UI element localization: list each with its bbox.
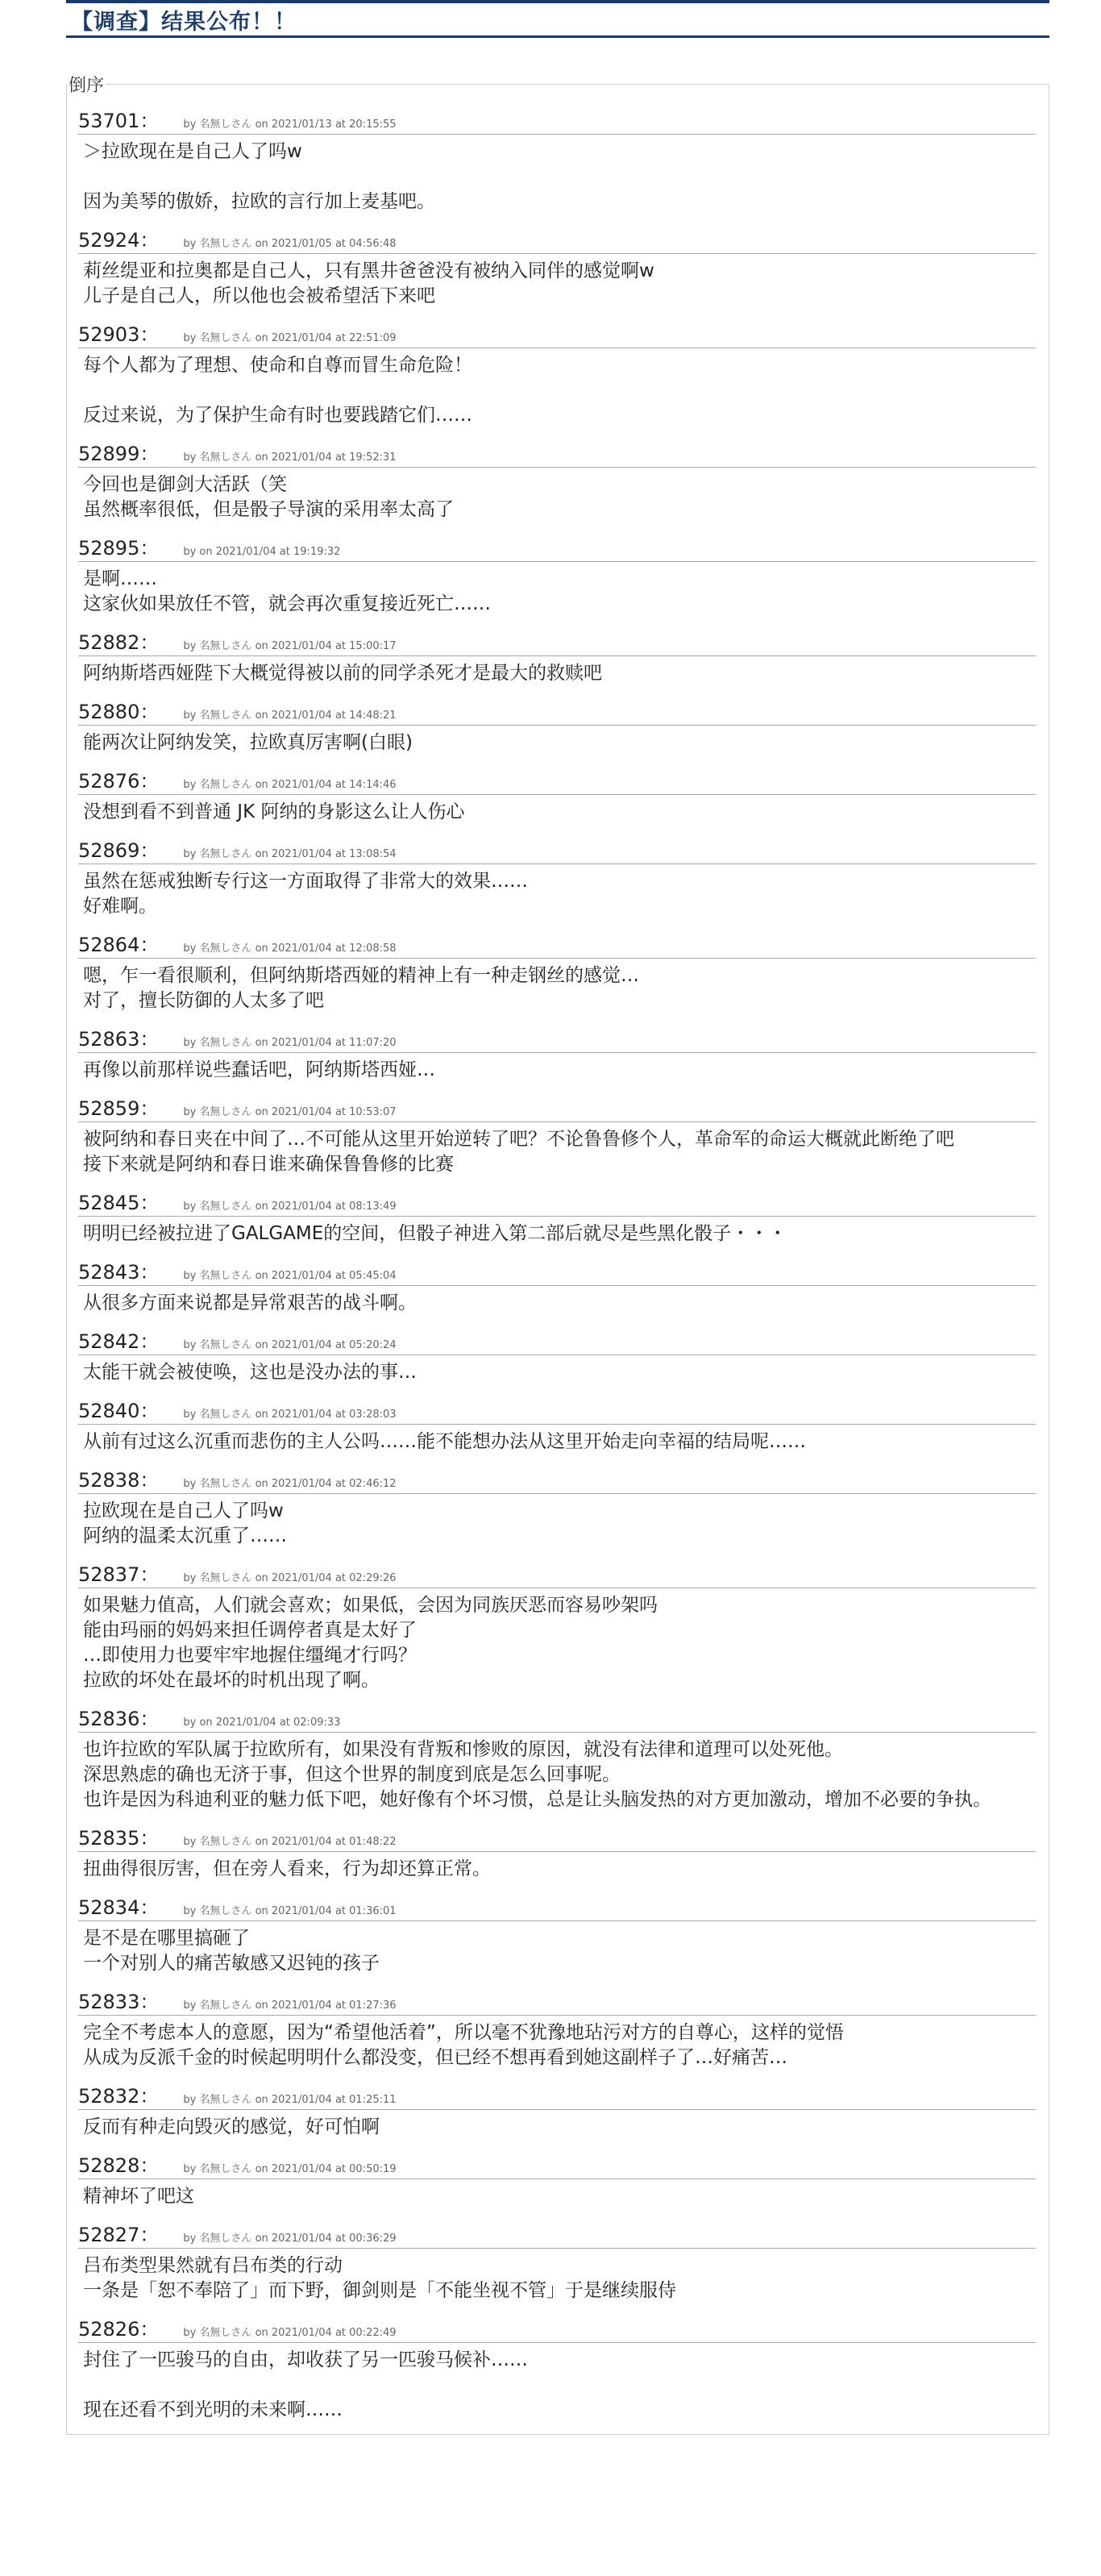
- comment-item: [78, 626, 1041, 686]
- comment-body: [78, 1122, 1041, 1177]
- comment-line: 太能干就会被使唤，这也是没办法的事…: [83, 1362, 417, 1383]
- comment-line: 没想到看不到普通 JK 阿纳的身影这么让人伤心: [83, 801, 465, 822]
- comment-body: [78, 2016, 1041, 2070]
- comment-line: 也许拉欧的军队属于拉欧所有，如果没有背叛和惨败的原因，就没有法律和道理可以处死他。: [83, 1739, 843, 1760]
- comment-header: [78, 834, 1036, 864]
- comment-id: 52863: [78, 1028, 140, 1051]
- comment-item: [78, 1891, 1041, 1976]
- comment-header: [78, 1464, 1036, 1494]
- comment-body: [78, 656, 1041, 686]
- comment-line: 现在还看不到光明的未来啊……: [83, 2399, 343, 2420]
- comment-item: [78, 1822, 1041, 1882]
- comment-id-colon: ：: [139, 2154, 160, 2177]
- comment-line: 也许是因为科迪利亚的魅力低下吧，她好像有个坏习惯，总是让头脑发热的对方更加激动，增加不必要的争执。: [83, 1789, 991, 1810]
- comment-id: 52859: [78, 1097, 140, 1120]
- comment-id: 52869: [78, 839, 140, 862]
- comment-id: 52882: [78, 631, 140, 654]
- comment-id-colon: ：: [139, 1991, 160, 2013]
- comment-meta: by 名無しさん on 2021/01/04 at 12:08:58: [183, 943, 397, 955]
- comment-id-colon: ：: [139, 443, 160, 465]
- comment-body: [78, 2179, 1041, 2209]
- comment-item: [78, 1703, 1041, 1812]
- comment-line: 每个人都为了理想、使命和自尊而冒生命危险！: [83, 355, 472, 376]
- comment-meta: by 名無しさん on 2021/01/05 at 04:56:48: [183, 238, 397, 250]
- comment-meta: by 名無しさん on 2021/01/04 at 02:29:26: [183, 1572, 397, 1584]
- comment-body: [78, 254, 1041, 309]
- comment-id-colon: ：: [139, 770, 160, 793]
- comment-id: 52826: [78, 2318, 140, 2341]
- comment-header: [78, 2149, 1036, 2179]
- comment-id-colon: ：: [139, 1469, 160, 1492]
- comment-header: [78, 105, 1036, 135]
- comment-item: [78, 318, 1041, 428]
- comment-line: 能由玛丽的妈妈来担任调停者真是太好了: [83, 1620, 417, 1641]
- comment-body: [78, 135, 1041, 214]
- comment-item: [78, 1464, 1041, 1549]
- comment-meta: by 名無しさん on 2021/01/04 at 01:25:11: [183, 2094, 397, 2106]
- comment-id-colon: ：: [139, 537, 160, 560]
- comment-line: 反过来说，为了保护生命有时也要践踏它们……: [83, 405, 472, 426]
- comment-line: 如果魅力值高，人们就会喜欢；如果低，会因为同族厌恶而容易吵架吗: [83, 1595, 658, 1616]
- comment-body: [78, 2343, 1041, 2423]
- comment-header: [78, 765, 1036, 795]
- comment-header: [78, 2080, 1036, 2110]
- comment-item: [78, 1023, 1041, 1083]
- comment-meta: by 名無しさん on 2021/01/04 at 14:48:21: [183, 710, 397, 722]
- comment-body: [78, 1425, 1041, 1454]
- comment-id-colon: ：: [139, 229, 160, 252]
- comment-body: [78, 1494, 1041, 1549]
- comment-header: [78, 438, 1036, 468]
- comment-item: [78, 1325, 1041, 1385]
- comment-header: [78, 1395, 1036, 1425]
- comment-id: 52827: [78, 2224, 140, 2246]
- comment-body: [78, 562, 1041, 617]
- comment-line: [83, 2373, 1041, 2398]
- comment-id: 52924: [78, 229, 140, 252]
- comment-body: [78, 864, 1041, 919]
- comment-line: 一条是「恕不奉陪了」而下野，御剑则是「不能坐视不管」于是继续服侍: [83, 2280, 676, 2301]
- comment-id-colon: ：: [139, 839, 160, 862]
- comment-line: 精神坏了吧这: [83, 2186, 194, 2207]
- comment-header: [78, 1023, 1036, 1053]
- comment-body: [78, 1852, 1041, 1882]
- comment-id: 52843: [78, 1261, 140, 1284]
- comment-item: [78, 1092, 1041, 1177]
- comment-item: [78, 2219, 1041, 2303]
- comment-item: [78, 765, 1041, 825]
- comment-item: [78, 438, 1041, 522]
- comment-line: 扭曲得很厉害，但在旁人看来，行为却还算正常。: [83, 1858, 491, 1879]
- comment-container: [78, 105, 1041, 2423]
- comment-id: 52840: [78, 1400, 140, 1422]
- comment-line: 接下来就是阿纳和春日谁来确保鲁鲁修的比赛: [83, 1154, 454, 1175]
- comment-item: [78, 696, 1041, 755]
- comment-body: [78, 2249, 1041, 2303]
- comment-id-colon: ：: [139, 1192, 160, 1214]
- comment-id-colon: ：: [139, 323, 160, 346]
- comment-meta: by 名無しさん on 2021/01/13 at 20:15:55: [183, 119, 397, 131]
- comment-line: 拉欧的坏处在最坏的时机出现了啊。: [83, 1670, 380, 1691]
- comment-meta: by 名無しさん on 2021/01/04 at 00:36:29: [183, 2233, 397, 2245]
- comment-body: [78, 1217, 1041, 1246]
- comment-line: 是啊……: [83, 568, 157, 589]
- comment-id: 52876: [78, 770, 140, 793]
- comment-meta: by 名無しさん on 2021/01/04 at 03:28:03: [183, 1409, 397, 1421]
- comment-meta: by 名無しさん on 2021/01/04 at 05:20:24: [183, 1339, 397, 1351]
- comment-line: 封住了一匹骏马的自由，却收获了另一匹骏马候补……: [83, 2349, 528, 2370]
- comment-header: [78, 318, 1036, 348]
- comment-id-colon: ：: [139, 1708, 160, 1730]
- comment-id-colon: ：: [139, 1827, 160, 1850]
- comment-meta: by 名無しさん on 2021/01/04 at 15:00:17: [183, 640, 397, 652]
- comment-line: 对了，擅长防御的人太多了吧: [83, 990, 324, 1011]
- comment-line: ＞拉欧现在是自己人了吗w: [83, 141, 302, 162]
- comment-header: [78, 1256, 1036, 1286]
- comment-meta: by 名無しさん on 2021/01/04 at 00:50:19: [183, 2163, 397, 2175]
- comment-id: 52899: [78, 443, 140, 465]
- comment-header: [78, 2313, 1036, 2343]
- comment-id-colon: ：: [139, 1261, 160, 1284]
- comment-item: [78, 532, 1041, 617]
- comment-header: [78, 1822, 1036, 1852]
- comment-line: 被阿纳和春日夹在中间了…不可能从这里开始逆转了吧？不论鲁鲁修个人，革命军的命运大概就此断绝了吧: [83, 1129, 954, 1150]
- comment-line: 能两次让阿纳发笑，拉欧真厉害啊(白眼): [83, 732, 413, 753]
- comment-line: 今回也是御剑大活跃（笑: [83, 474, 287, 495]
- comment-id: 52832: [78, 2085, 140, 2108]
- comment-id: 52845: [78, 1192, 140, 1214]
- comment-line: 阿纳的温柔太沉重了……: [83, 1525, 287, 1546]
- comment-meta: by 名無しさん on 2021/01/04 at 22:51:09: [183, 332, 397, 344]
- comment-header: [78, 1092, 1036, 1122]
- comment-item: [78, 1187, 1041, 1246]
- comment-id: 52836: [78, 1708, 140, 1730]
- comment-header: [78, 2219, 1036, 2249]
- comment-line: 一个对别人的痛苦敏感又迟钝的孩子: [83, 1953, 380, 1974]
- comment-meta: by 名無しさん on 2021/01/04 at 00:22:49: [183, 2327, 397, 2339]
- comment-header: [78, 929, 1036, 959]
- comment-meta: by 名無しさん on 2021/01/04 at 05:45:04: [183, 1270, 397, 1282]
- comment-body: [78, 795, 1041, 825]
- page-title: 【调查】结果公布！！: [71, 9, 297, 35]
- comment-id-colon: ：: [139, 1896, 160, 1919]
- comment-id: 52864: [78, 934, 140, 956]
- comment-id: 52834: [78, 1896, 140, 1919]
- comment-line: 儿子是自己人，所以他也会被希望活下来吧: [83, 285, 435, 306]
- comment-line: …即使用力也要牢牢地握住缰绳才行吗？: [83, 1645, 417, 1666]
- comment-item: [78, 1395, 1041, 1454]
- comment-line: [83, 378, 1041, 403]
- comment-header: [78, 532, 1036, 562]
- comment-meta: by 名無しさん on 2021/01/04 at 01:48:22: [183, 1836, 397, 1848]
- comment-meta: by 名無しさん on 2021/01/04 at 10:53:07: [183, 1106, 397, 1118]
- comment-line: 明明已经被拉进了GALGAME的空间，但骰子神进入第二部后就尽是些黑化骰子・・・: [83, 1223, 787, 1244]
- comment-id-colon: ：: [139, 701, 160, 723]
- comment-id: 52842: [78, 1330, 140, 1353]
- comment-item: [78, 929, 1041, 1013]
- comment-line: 再像以前那样说些蠢话吧，阿纳斯塔西娅…: [83, 1059, 435, 1080]
- comment-body: [78, 726, 1041, 755]
- comment-id: 52903: [78, 323, 140, 346]
- comment-line: 吕布类型果然就有吕布类的行动: [83, 2255, 343, 2276]
- comment-header: [78, 1986, 1036, 2016]
- comment-line: 从前有过这么沉重而悲伤的主人公吗……能不能想办法从这里开始走向幸福的结局呢……: [83, 1431, 806, 1452]
- comment-id: 53701: [78, 110, 140, 132]
- comment-line: 因为美琴的傲娇，拉欧的言行加上麦基吧。: [83, 191, 435, 212]
- comment-header: [78, 1559, 1036, 1588]
- comment-line: [83, 164, 1041, 189]
- comment-meta: by 名無しさん on 2021/01/04 at 02:46:12: [183, 1478, 397, 1490]
- comment-meta: by 名無しさん on 2021/01/04 at 14:14:46: [183, 779, 397, 791]
- comment-id-colon: ：: [139, 1028, 160, 1051]
- comment-meta: by 名無しさん on 2021/01/04 at 01:27:36: [183, 2000, 397, 2012]
- comment-body: [78, 2110, 1041, 2140]
- comment-id-colon: ：: [139, 110, 160, 132]
- comment-id-colon: ：: [139, 631, 160, 654]
- comment-header: [78, 1187, 1036, 1217]
- comment-meta: by 名無しさん on 2021/01/04 at 08:13:49: [183, 1201, 397, 1213]
- sort-order-legend: 倒序: [69, 76, 105, 96]
- comment-header: [78, 224, 1036, 254]
- comment-body: [78, 1286, 1041, 1316]
- comment-item: [78, 1986, 1041, 2070]
- comment-line: 嗯，乍一看很顺利，但阿纳斯塔西娅的精神上有一种走钢丝的感觉…: [83, 965, 639, 986]
- comment-id-colon: ：: [139, 1563, 160, 1586]
- comment-id-colon: ：: [139, 2085, 160, 2108]
- comment-body: [78, 348, 1041, 428]
- comment-meta: by on 2021/01/04 at 02:09:33: [183, 1717, 341, 1729]
- comment-list: [66, 72, 1049, 2435]
- comment-id-colon: ：: [139, 1400, 160, 1422]
- comment-line: 完全不考虑本人的意愿，因为“希望他活着”，所以毫不犹豫地玷污对方的自尊心，这样的觉悟: [83, 2022, 844, 2043]
- comment-item: [78, 2149, 1041, 2209]
- comment-meta: by 名無しさん on 2021/01/04 at 01:36:01: [183, 1905, 397, 1917]
- comment-body: [78, 1053, 1041, 1083]
- comment-body: [78, 1355, 1041, 1385]
- comment-header: [78, 1325, 1036, 1355]
- comment-header: [78, 1891, 1036, 1921]
- comment-body: [78, 1733, 1041, 1812]
- comment-line: 深思熟虑的确也无济于事，但这个世界的制度到底是怎么回事呢。: [83, 1764, 621, 1785]
- comment-line: 拉欧现在是自己人了吗w: [83, 1500, 284, 1521]
- comment-meta: by on 2021/01/04 at 19:19:32: [183, 546, 341, 558]
- comment-meta: by 名無しさん on 2021/01/04 at 13:08:54: [183, 848, 397, 860]
- comment-body: [78, 1588, 1041, 1693]
- comment-id: 52837: [78, 1563, 140, 1586]
- comment-id: 52833: [78, 1991, 140, 2013]
- comment-id: 52835: [78, 1827, 140, 1850]
- comment-header: [78, 696, 1036, 726]
- comment-item: [78, 105, 1041, 214]
- comment-item: [78, 2080, 1041, 2140]
- comment-line: 虽然概率很低，但是骰子导演的采用率太高了: [83, 499, 454, 520]
- comment-line: 从很多方面来说都是异常艰苦的战斗啊。: [83, 1292, 417, 1313]
- comment-item: [78, 1559, 1041, 1693]
- comment-line: 莉丝缇亚和拉奥都是自己人，只有黑井爸爸没有被纳入同伴的感觉啊w: [83, 260, 654, 281]
- comment-item: [78, 2313, 1041, 2423]
- comment-line: 虽然在惩戒独断专行这一方面取得了非常大的效果……: [83, 871, 528, 892]
- comment-id-colon: ：: [139, 1097, 160, 1120]
- comment-line: 是不是在哪里搞砸了: [83, 1928, 250, 1949]
- comment-header: [78, 1703, 1036, 1733]
- comment-line: 阿纳斯塔西娅陛下大概觉得被以前的同学杀死才是最大的救赎吧: [83, 663, 602, 684]
- comment-meta: by 名無しさん on 2021/01/04 at 19:52:31: [183, 452, 397, 464]
- comment-body: [78, 959, 1041, 1013]
- comment-item: [78, 834, 1041, 919]
- comment-id-colon: ：: [139, 1330, 160, 1353]
- page-header: [66, 0, 1049, 38]
- comment-body: [78, 1921, 1041, 1976]
- comment-line: 好难啊。: [83, 896, 157, 917]
- comment-item: [78, 1256, 1041, 1316]
- comment-id: 52895: [78, 537, 140, 560]
- comment-line: 这家伙如果放任不管，就会再次重复接近死亡……: [83, 593, 491, 614]
- comment-item: [78, 224, 1041, 309]
- comment-id: 52880: [78, 701, 140, 723]
- comment-id: 52838: [78, 1469, 140, 1492]
- comment-body: [78, 468, 1041, 522]
- comment-line: 从成为反派千金的时候起明明什么都没变，但已经不想再看到她这副样子了…好痛苦…: [83, 2047, 787, 2068]
- comment-id: 52828: [78, 2154, 140, 2177]
- comment-id-colon: ：: [139, 2224, 160, 2246]
- comment-id-colon: ：: [139, 2318, 160, 2341]
- comment-id-colon: ：: [139, 934, 160, 956]
- comment-line: 反而有种走向毁灭的感觉，好可怕啊: [83, 2116, 380, 2137]
- comment-meta: by 名無しさん on 2021/01/04 at 11:07:20: [183, 1037, 397, 1049]
- comment-header: [78, 626, 1036, 656]
